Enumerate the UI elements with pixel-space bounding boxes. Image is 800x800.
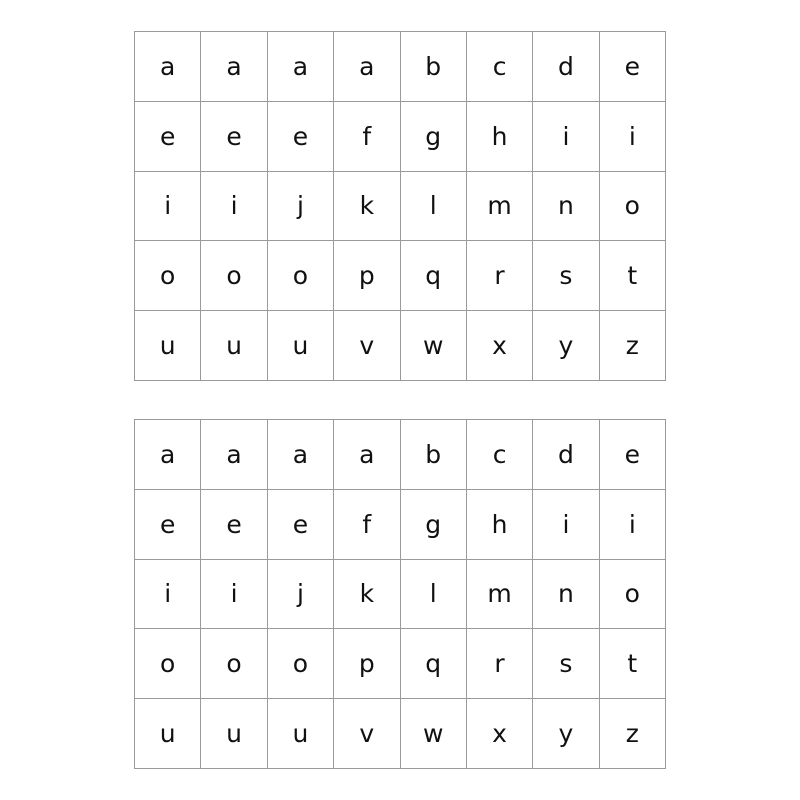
letter-cell: k [334, 560, 400, 630]
letter-cell: a [268, 32, 334, 102]
letter-grid-bottom [134, 419, 666, 769]
letter-cell: l [401, 172, 467, 242]
letter-cell: j [268, 560, 334, 630]
letter-cell: u [268, 311, 334, 381]
letter-cell: z [600, 311, 666, 381]
letter-cell: y [533, 311, 599, 381]
letter-cell: a [334, 420, 400, 490]
letter-cell: y [533, 699, 599, 769]
letter-cell: n [533, 172, 599, 242]
letter-cell: e [135, 102, 201, 172]
letter-cell: i [135, 560, 201, 630]
letter-cell: a [268, 420, 334, 490]
letter-cell: o [201, 241, 267, 311]
letter-cell: i [600, 490, 666, 560]
letter-cell: n [533, 560, 599, 630]
letter-cell: u [201, 699, 267, 769]
letter-cell: v [334, 699, 400, 769]
letter-cell: i [201, 560, 267, 630]
letter-cell: e [268, 102, 334, 172]
letter-cell: p [334, 629, 400, 699]
letter-cell: p [334, 241, 400, 311]
letter-cell: c [467, 32, 533, 102]
letter-cell: b [401, 32, 467, 102]
letter-cell: o [201, 629, 267, 699]
letter-cell: e [600, 420, 666, 490]
letter-cell: m [467, 172, 533, 242]
letter-cell: g [401, 490, 467, 560]
letter-cell: h [467, 490, 533, 560]
letter-cell: f [334, 490, 400, 560]
letter-cell: g [401, 102, 467, 172]
letter-cell: d [533, 32, 599, 102]
letter-cell: x [467, 311, 533, 381]
letter-cell: r [467, 241, 533, 311]
letter-cell: u [201, 311, 267, 381]
letter-cell: k [334, 172, 400, 242]
letter-cell: o [135, 629, 201, 699]
letter-cell: i [135, 172, 201, 242]
letter-cell: a [135, 420, 201, 490]
letter-cell: h [467, 102, 533, 172]
letter-cell: a [135, 32, 201, 102]
letter-cell: q [401, 629, 467, 699]
letter-cell: o [268, 629, 334, 699]
letter-cell: i [600, 102, 666, 172]
letter-cell: o [268, 241, 334, 311]
letter-cell: c [467, 420, 533, 490]
letter-cell: e [201, 490, 267, 560]
letter-cell: r [467, 629, 533, 699]
letter-cell: q [401, 241, 467, 311]
letter-cell: s [533, 241, 599, 311]
letter-cell: i [533, 490, 599, 560]
letter-cell: e [268, 490, 334, 560]
letter-cell: i [533, 102, 599, 172]
letter-cell: u [268, 699, 334, 769]
letter-cell: w [401, 699, 467, 769]
letter-cell: o [135, 241, 201, 311]
letter-cell: z [600, 699, 666, 769]
letter-cell: t [600, 241, 666, 311]
letter-cell: e [201, 102, 267, 172]
letter-cell: i [201, 172, 267, 242]
letter-cell: o [600, 560, 666, 630]
letter-cell: d [533, 420, 599, 490]
letter-cell: o [600, 172, 666, 242]
letter-cell: e [600, 32, 666, 102]
letter-cell: s [533, 629, 599, 699]
letter-cell: j [268, 172, 334, 242]
letter-cell: a [334, 32, 400, 102]
letter-cell: u [135, 311, 201, 381]
letter-cell: l [401, 560, 467, 630]
letter-cell: x [467, 699, 533, 769]
letter-grid-top [134, 31, 666, 381]
letter-cell: u [135, 699, 201, 769]
letter-cell: e [135, 490, 201, 560]
letter-cell: t [600, 629, 666, 699]
letter-cell: f [334, 102, 400, 172]
letter-cell: a [201, 32, 267, 102]
letter-cell: m [467, 560, 533, 630]
letter-cell: b [401, 420, 467, 490]
letter-cell: v [334, 311, 400, 381]
letter-cell: a [201, 420, 267, 490]
letter-cell: w [401, 311, 467, 381]
